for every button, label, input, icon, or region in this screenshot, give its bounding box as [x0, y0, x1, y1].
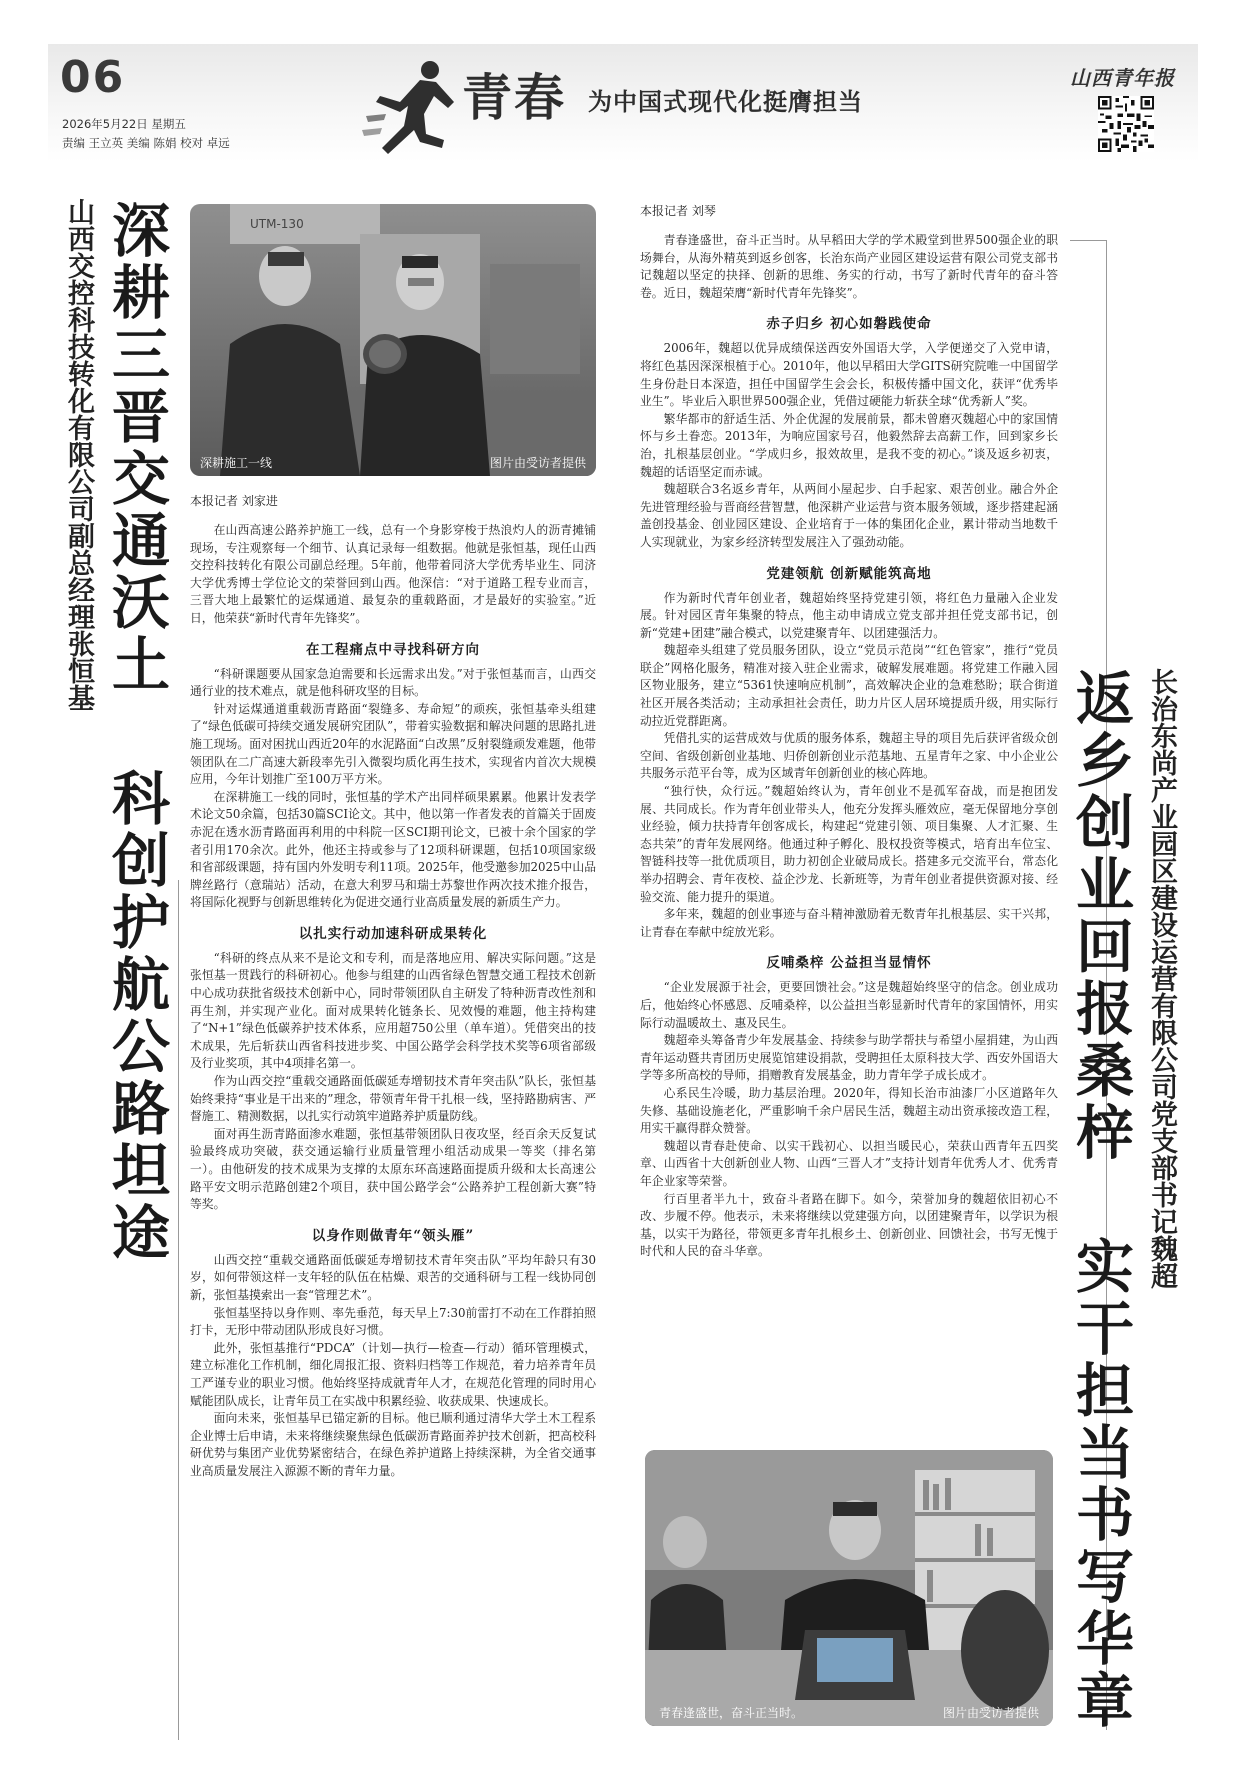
svg-text:UTM-130: UTM-130: [250, 217, 304, 231]
right-section-heading: 党建领航 创新赋能筑高地: [766, 565, 932, 582]
right-article-rule: [1070, 240, 1106, 241]
left-article-photo: [190, 204, 596, 476]
right-photo-caption: 青春逢盛世，奋斗正当时。: [659, 1706, 804, 1720]
right-body-paragraph: 凭借扎实的运营成效与优质的服务体系，魏超主导的项目先后获评省级众创空间、省级创新创业基地、归侨创新创业示范基地、五星青年之家、中小企业公共服务示范平台等，成为区域青年创新创业的核心阵地。: [640, 731, 1058, 781]
left-body-paragraph: “科研的终点从来不是论文和专利，而是落地应用、解决实际问题。”这是张恒基一贯践行的科研初心。他参与组建的山西省绿色智慧交通工程技术创新中心成功获批省级技术创新中心，同时带领团队自主研发了特种沥青改性剂和再生剂，并实现产业化。面对成果转化链条长、见效慢的难题，他主持构建了“N+1”绿色低碳养护技术体系，应用超750公里（单车道）。凭借突出的技术成果，先后斩获山西省科技进步奖、中国公路学会科学技术奖等6项省部级及行业奖项，其中4项排名第一。: [190, 950, 596, 1071]
qr-code-icon: [1098, 96, 1154, 152]
paper-logo: 山西青年报: [1070, 66, 1175, 90]
left-intro-paragraph: 在山西高速公路养护施工一线，总有一个身影穿梭于热浪灼人的沥青摊铺现场，专注观察每一个细节、认真记录每一组数据。他就是张恒基，现任山西交控科技转化有限公司副总经理。5年前，他带着同济大学优秀毕业生、同济大学优秀博士学位论文的荣誉回到山西。他深信：“对于道路工程专业而言，三晋大地上最繁忙的运煤通道、最复杂的重载路面，才是最好的实验室。”近日，他荣获“新时代青年先锋奖”。: [190, 523, 596, 625]
right-body-paragraph: 多年来，魏超的创业事迹与奋斗精神激励着无数青年扎根基层、实干兴邦，让青春在奉献中绽放光彩。: [640, 907, 1058, 939]
left-body-paragraph: “科研课题要从国家急迫需要和长远需求出发。”对于张恒基而言，山西交通行业的技术难点，就是他科研攻坚的目标。: [190, 666, 596, 699]
editor-credits: 责编 王立英 美编 陈娟 校对 卓远: [62, 136, 230, 150]
section-title: 青春: [462, 68, 566, 127]
right-photo-credit: 图片由受访者提供: [942, 1706, 1039, 1720]
left-article-headline: 深耕三晋交通沃土 科创护航公路坦途: [102, 200, 170, 1264]
left-body-paragraph: 在深耕施工一线的同时，张恒基的学术产出同样硕果累累。他累计发表学术论文50余篇，包括30篇SCI论文。其中，他以第一作者发表的首篇关于固废赤泥在透水沥青路面再利用的中科院一区SCI期刊论文，已被十余个国家的学者引用170余次。此外，他还主持或参与了12项科研课题，包括10项国家级和省部级课题，持有国内外发明专利11项。2025年，他受邀参加2025中山品牌丝路行（意瑞站）活动，在意大利罗马和瑞士苏黎世作两次技术推介报告，将国际化视野与创新思维转化为促进交通行业高质量发展的新质生产力。: [190, 789, 596, 910]
left-article-subtitle: 山西交控科技转化有限公司副总经理张恒基: [63, 198, 94, 711]
runner-icon: [360, 56, 460, 160]
left-section-heading: 以身作则做青年“领头雁”: [311, 1227, 475, 1244]
left-body-paragraph: 面向未来，张恒基早已锚定新的目标。他已顺利通过清华大学土木工程系企业博士后申请，未来将继续聚焦绿色低碳沥青路面养护技术创新，把高校科研优势与集团产业优势紧密结合，在绿色养护道路上持续深耕，为全省交通事业高质量发展注入源源不断的青年力量。: [190, 1411, 596, 1478]
right-article-subtitle: 长治东尚产业园区建设运营有限公司党支部书记魏超: [1146, 668, 1177, 1289]
right-body-paragraph: 作为新时代青年创业者，魏超始终坚持党建引领，将红色力量融入企业发展。针对园区青年集聚的特点，他主动申请成立党支部并担任党支部书记，创新“党建+团建”融合模式，以党建聚青年、以团建强活力。: [640, 590, 1058, 640]
left-body-paragraph: 面对再生沥青路面渗水难题，张恒基带领团队日夜攻坚，经百余天反复试验最终成功突破，获交通运输行业质量管理小组活动成果一等奖（排名第一）。由他研发的技术成果为支撑的太原东环高速路面提质升级和太长高速公路平安文明示范路创建2个项目，获中国公路学会“公路养护工程创新大赛”特等奖。: [190, 1126, 596, 1212]
left-article-rule: [178, 880, 179, 1740]
right-body-paragraph: 繁华都市的舒适生活、外企优渥的发展前景，都未曾磨灭魏超心中的家国情怀与乡土眷恋。2013年，为响应国家号召，他毅然辞去高薪工作，回到家乡长治，扎根基层创业。“学成归乡，报效故里，是我不变的初心。”谈及返乡初衷，魏超的话语坚定而赤诚。: [640, 411, 1058, 479]
left-photo-caption: 深耕施工一线: [200, 456, 273, 470]
right-body-paragraph: 心系民生冷暖，助力基层治理。2020年，得知长治市油漆厂小区道路年久失修、基础设施老化，严重影响千余户居民生活，魏超主动出资承接改造工程，用实干赢得群众赞誉。: [640, 1085, 1058, 1136]
left-article-byline: 本报记者 刘家进: [190, 494, 278, 508]
page-number: 06: [60, 52, 126, 103]
left-section-heading: 以扎实行动加速科研成果转化: [298, 925, 488, 942]
right-section-heading: 赤子归乡 初心如磐践使命: [766, 316, 932, 333]
right-article-body: [640, 232, 1058, 1261]
right-article-photo: [645, 1450, 1053, 1726]
right-section-heading: 反哺桑梓 公益担当显情怀: [766, 955, 932, 972]
right-body-paragraph: “独行快，众行远。”魏超始终认为，青年创业不是孤军奋战，而是抱团发展、共同成长。作为青年创业带头人，他充分发挥头雁效应，毫无保留地分享创业经验，倾力扶持青年创客成长，构建起“党建引领、项目集聚、人才汇聚、生态共荣”的青年发展网络。他通过种子孵化、股权投资等模式，培育出车位宝、智链科技等一批优质项目，助力初创企业破局成长。搭建多元交流平台，常态化举办招聘会、青年夜校、益企沙龙、长新班等，为青年创业者提供资源对接、经验交流、能力提升的渠道。: [640, 784, 1058, 904]
left-body-paragraph: 作为山西交控“重载交通路面低碳延寿增韧技术青年突击队”队长，张恒基始终秉持“事业是干出来的”理念，带领青年骨干扎根一线，坚持路勘病害、严督施工、精测数据，以扎实行动筑牢道路养护质量防线。: [190, 1074, 596, 1124]
left-article-body: [190, 522, 596, 1481]
right-intro-paragraph: 青春逢盛世，奋斗正当时。从早稻田大学的学术殿堂到世界500强企业的职场舞台，从海外精英到返乡创客，长治东尚产业园区建设运营有限公司党支部书记魏超以坚定的抉择、创新的思维、务实的行动，书写了新时代青年的奋斗答卷。近日，魏超荣膺“新时代青年先锋奖”。: [640, 233, 1058, 300]
right-article-headline: 返乡创业回报桑梓 实干担当书写华章: [1066, 668, 1134, 1732]
right-body-paragraph: 魏超牵头筹备青少年发展基金、持续参与助学帮扶与希望小屋捐建，为山西青年运动暨共青团历史展览馆建设捐款，受聘担任太原科技大学、西安外国语大学等多所高校的导师，捐赠教育发展基金，助力青年学子成长成才。: [640, 1033, 1058, 1083]
right-body-paragraph: 魏超联合3名返乡青年，从两间小屋起步、白手起家、艰苦创业。融合外企先进管理经验与晋商经营智慧，他深耕产业运营与资本服务领域，逐步搭建起涵盖创投基金、创业园区建设、企业培育于一体的集团化企业，累计带动当地数千人实现就业，为家乡经济转型发展注入了强劲动能。: [640, 482, 1058, 549]
right-body-paragraph: 魏超牵头组建了党员服务团队，设立“党员示范岗”“红色管家”，推行“党员联企”网格化服务，精准对接入驻企业需求，破解发展难题。将党建工作融入园区物业服务，建立“5361快速响应机制”，高效解决企业的急难愁盼；联合街道社区开展各类活动；主动承担社会责任，助力片区人居环境提质升级，用实际行动拉近党群距离。: [640, 643, 1058, 728]
right-body-paragraph: “企业发展源于社会，更要回馈社会。”这是魏超始终坚守的信念。创业成功后，他始终心怀感恩、反哺桑梓，以公益担当彰显新时代青年的家国情怀，用实际行动温暖故土、惠及民生。: [640, 980, 1058, 1030]
section-slogan: 为中国式现代化挺膺担当: [588, 87, 863, 116]
left-body-paragraph: 此外，张恒基推行“PDCA”（计划—执行—检查—行动）循环管理模式，建立标准化工作机制，细化周报汇报、资料归档等工作规范，着力培养青年员工严谨专业的职业习惯。他始终坚持成就青年人才，在规范化管理的同时用心赋能团队成长，让青年员工在实战中积累经验、收获成果、快速成长。: [190, 1340, 596, 1408]
left-body-paragraph: 针对运煤通道重载沥青路面“裂缝多、寿命短”的顽疾，张恒基牵头组建了“绿色低碳可持续交通发展研究团队”，带着实验数据和解决问题的思路扎进施工现场。面对困扰山西近20年的水泥路面“白改黑”反射裂缝顽发难题，他带领团队在二广高速大新段率先引入微裂均质化再生技术，实现省内首次大规模应用，今年计划推广至100万平方米。: [190, 701, 596, 787]
right-article-byline: 本报记者 刘琴: [640, 204, 716, 218]
left-body-paragraph: 张恒基坚持以身作则、率先垂范，每天早上7:30前雷打不动在工作群拍照打卡，无形中带动团队形成良好习惯。: [190, 1305, 596, 1338]
left-photo-credit: 图片由受访者提供: [489, 456, 586, 470]
issue-date: 2026年5月22日 星期五: [62, 117, 186, 131]
right-body-paragraph: 魏超以青春赴使命、以实干践初心、以担当暖民心，荣获山西青年五四奖章、山西省十大创新创业人物、山西“三晋人才”支持计划青年优秀人才、优秀青年企业家等荣誉。: [640, 1138, 1058, 1188]
left-body-paragraph: 山西交控“重载交通路面低碳延寿增韧技术青年突击队”平均年龄只有30岁，如何带领这样一支年轻的队伍在枯燥、艰苦的交通科研与工程一线协同创新，张恒基摸索出一套“管理艺术”。: [190, 1252, 596, 1302]
right-body-paragraph: 2006年，魏超以优异成绩保送西安外国语大学，入学便递交了入党申请，将红色基因深深根植于心。2010年，他以早稻田大学GITS研究院唯一中国留学生身份赴日本深造，担任中国留学生会会长，积极传播中国文化，获评“优秀毕业生”。毕业后入职世界500强企业，凭借过硬能力斩获全球“优秀新人”奖。: [640, 341, 1058, 409]
left-section-heading: 在工程痛点中寻找科研方向: [306, 641, 480, 658]
right-body-paragraph: 行百里者半九十，致奋斗者路在脚下。如今，荣誉加身的魏超依旧初心不改、步履不停。他表示，未来将继续以党建强方向，以团建聚青年，以学识为根基，以实干为路径，带领更多青年扎根乡土、创新创业、回馈社会，书写无愧于时代和人民的奋斗华章。: [640, 1191, 1058, 1259]
